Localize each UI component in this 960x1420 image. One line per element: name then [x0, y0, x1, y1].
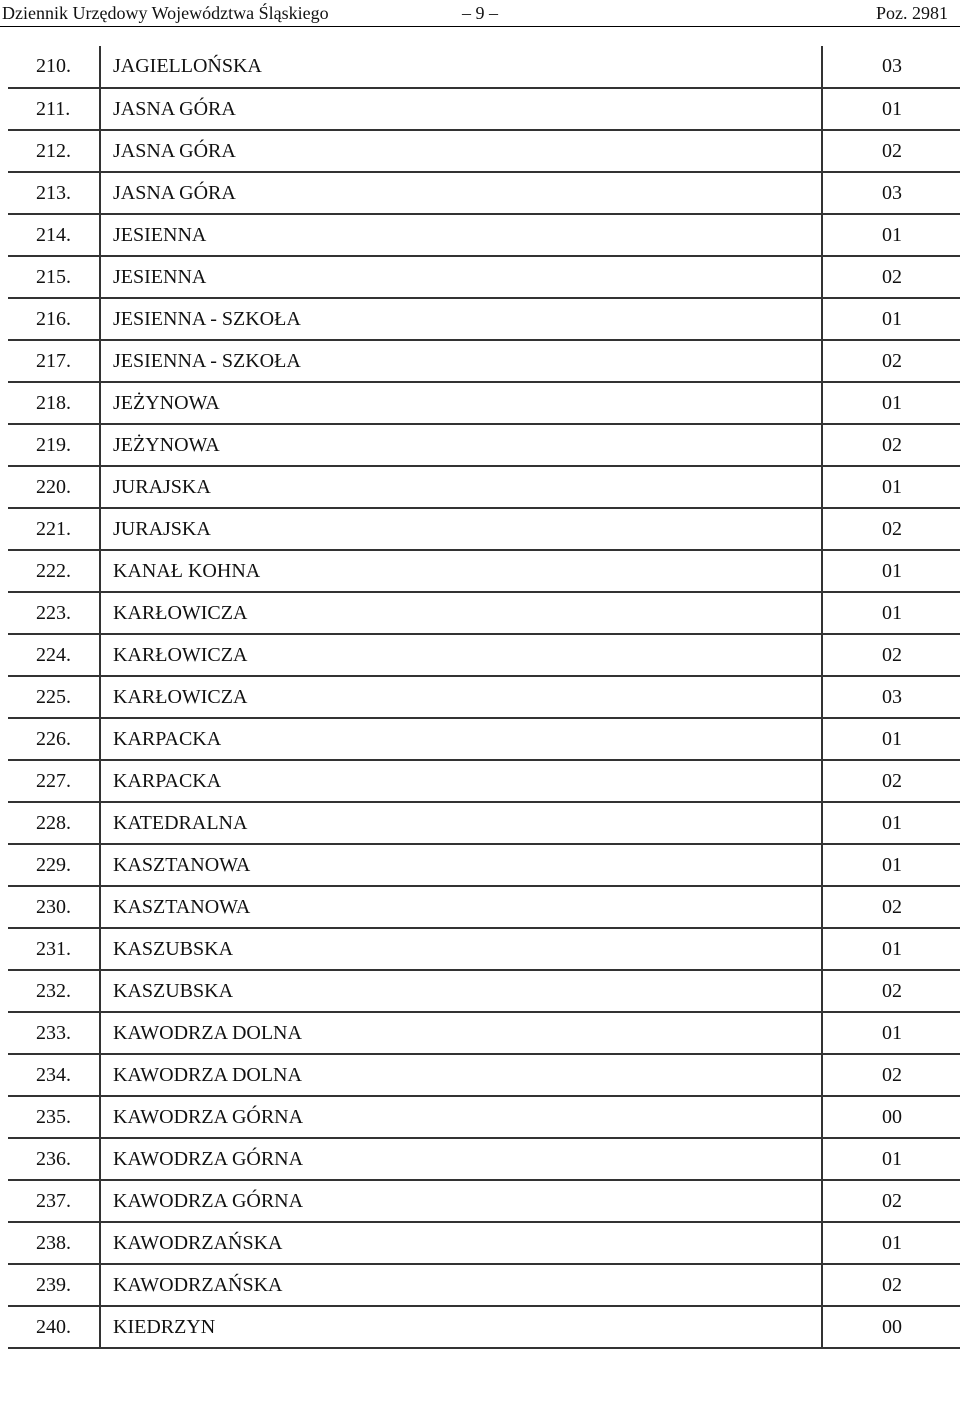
street-name: JESIENNA - SZKOŁA — [100, 298, 822, 340]
journal-title: Dziennik Urzędowy Województwa Śląskiego — [2, 3, 329, 23]
street-name: KAWODRZAŃSKA — [100, 1264, 822, 1306]
street-code: 00 — [822, 1096, 960, 1138]
row-number: 223. — [8, 592, 100, 634]
street-code: 02 — [822, 1180, 960, 1222]
street-code: 01 — [822, 298, 960, 340]
table-row — [8, 256, 960, 298]
row-number: 215. — [8, 256, 100, 298]
street-name: KAWODRZA GÓRNA — [100, 1180, 822, 1222]
street-code: 01 — [822, 88, 960, 130]
table-row — [8, 1306, 960, 1348]
street-name: KAWODRZA GÓRNA — [100, 1096, 822, 1138]
street-name: KARPACKA — [100, 760, 822, 802]
street-code: 02 — [822, 1264, 960, 1306]
street-name: KARŁOWICZA — [100, 676, 822, 718]
street-name: JESIENNA — [100, 214, 822, 256]
street-code: 01 — [822, 592, 960, 634]
table-row — [8, 970, 960, 1012]
row-number: 238. — [8, 1222, 100, 1264]
street-name: KATEDRALNA — [100, 802, 822, 844]
street-name: KASZTANOWA — [100, 886, 822, 928]
table-row — [8, 676, 960, 718]
street-code: 03 — [822, 172, 960, 214]
table-row — [8, 592, 960, 634]
street-name: KIEDRZYN — [100, 1306, 822, 1348]
row-number: 220. — [8, 466, 100, 508]
table-row — [8, 88, 960, 130]
table-row — [8, 634, 960, 676]
street-name: JESIENNA — [100, 256, 822, 298]
table-row — [8, 1096, 960, 1138]
row-number: 214. — [8, 214, 100, 256]
table-row — [8, 130, 960, 172]
table-row — [8, 928, 960, 970]
row-number: 227. — [8, 760, 100, 802]
table-row — [8, 214, 960, 256]
table-row — [8, 172, 960, 214]
row-number: 233. — [8, 1012, 100, 1054]
table-row — [8, 298, 960, 340]
street-code: 02 — [822, 970, 960, 1012]
street-code: 02 — [822, 886, 960, 928]
street-code: 01 — [822, 550, 960, 592]
street-name: KARŁOWICZA — [100, 634, 822, 676]
table-row — [8, 886, 960, 928]
street-name: KASZUBSKA — [100, 970, 822, 1012]
street-name: KANAŁ KOHNA — [100, 550, 822, 592]
row-number: 232. — [8, 970, 100, 1012]
row-number: 225. — [8, 676, 100, 718]
street-code: 02 — [822, 760, 960, 802]
table-row — [8, 1264, 960, 1306]
table-row — [8, 1138, 960, 1180]
row-number: 211. — [8, 88, 100, 130]
table-row — [8, 508, 960, 550]
street-name: JEŻYNOWA — [100, 382, 822, 424]
row-number: 218. — [8, 382, 100, 424]
street-name: KAWODRZA GÓRNA — [100, 1138, 822, 1180]
street-code: 03 — [822, 676, 960, 718]
row-number: 231. — [8, 928, 100, 970]
street-code: 01 — [822, 1222, 960, 1264]
street-code: 01 — [822, 928, 960, 970]
table-row — [8, 46, 960, 88]
row-number: 212. — [8, 130, 100, 172]
table-row — [8, 340, 960, 382]
street-code: 01 — [822, 718, 960, 760]
table-row — [8, 760, 960, 802]
row-number: 221. — [8, 508, 100, 550]
row-number: 219. — [8, 424, 100, 466]
table-row — [8, 382, 960, 424]
street-list-table — [8, 46, 960, 1349]
row-number: 213. — [8, 172, 100, 214]
street-code: 01 — [822, 382, 960, 424]
table-row — [8, 424, 960, 466]
row-number: 230. — [8, 886, 100, 928]
street-code: 02 — [822, 340, 960, 382]
row-number: 229. — [8, 844, 100, 886]
row-number: 216. — [8, 298, 100, 340]
table-row — [8, 718, 960, 760]
street-code: 01 — [822, 214, 960, 256]
row-number: 222. — [8, 550, 100, 592]
row-number: 224. — [8, 634, 100, 676]
street-code: 01 — [822, 466, 960, 508]
street-code: 02 — [822, 424, 960, 466]
street-name: JESIENNA - SZKOŁA — [100, 340, 822, 382]
table-row — [8, 1180, 960, 1222]
street-name: JEŻYNOWA — [100, 424, 822, 466]
street-code: 02 — [822, 508, 960, 550]
header-rule — [0, 26, 960, 27]
table-body — [8, 46, 960, 1348]
table-row — [8, 550, 960, 592]
street-name: JASNA GÓRA — [100, 88, 822, 130]
street-code: 02 — [822, 634, 960, 676]
street-name: KARPACKA — [100, 718, 822, 760]
street-name: JURAJSKA — [100, 466, 822, 508]
row-number: 237. — [8, 1180, 100, 1222]
street-code: 01 — [822, 1012, 960, 1054]
street-code: 00 — [822, 1306, 960, 1348]
row-number: 236. — [8, 1138, 100, 1180]
row-number: 235. — [8, 1096, 100, 1138]
page-header — [0, 0, 960, 28]
street-code: 01 — [822, 802, 960, 844]
street-name: KASZUBSKA — [100, 928, 822, 970]
row-number: 210. — [8, 46, 100, 88]
street-code: 01 — [822, 844, 960, 886]
table-row — [8, 1222, 960, 1264]
street-name: JASNA GÓRA — [100, 130, 822, 172]
street-name: KARŁOWICZA — [100, 592, 822, 634]
row-number: 228. — [8, 802, 100, 844]
row-number: 234. — [8, 1054, 100, 1096]
table-row — [8, 1012, 960, 1054]
row-number: 217. — [8, 340, 100, 382]
street-code: 03 — [822, 46, 960, 88]
street-code: 02 — [822, 130, 960, 172]
street-code: 02 — [822, 256, 960, 298]
table-row — [8, 844, 960, 886]
street-name: KASZTANOWA — [100, 844, 822, 886]
street-name: JURAJSKA — [100, 508, 822, 550]
street-code: 01 — [822, 1138, 960, 1180]
street-code: 02 — [822, 1054, 960, 1096]
table-row — [8, 1054, 960, 1096]
row-number: 240. — [8, 1306, 100, 1348]
table-row — [8, 802, 960, 844]
street-name: KAWODRZA DOLNA — [100, 1054, 822, 1096]
street-name: JAGIELLOŃSKA — [100, 46, 822, 88]
street-name: KAWODRZAŃSKA — [100, 1222, 822, 1264]
street-name: KAWODRZA DOLNA — [100, 1012, 822, 1054]
street-name: JASNA GÓRA — [100, 172, 822, 214]
position-number: Poz. 2981 — [876, 3, 948, 23]
page-number: – 9 – — [462, 3, 498, 23]
table-row — [8, 466, 960, 508]
row-number: 226. — [8, 718, 100, 760]
row-number: 239. — [8, 1264, 100, 1306]
